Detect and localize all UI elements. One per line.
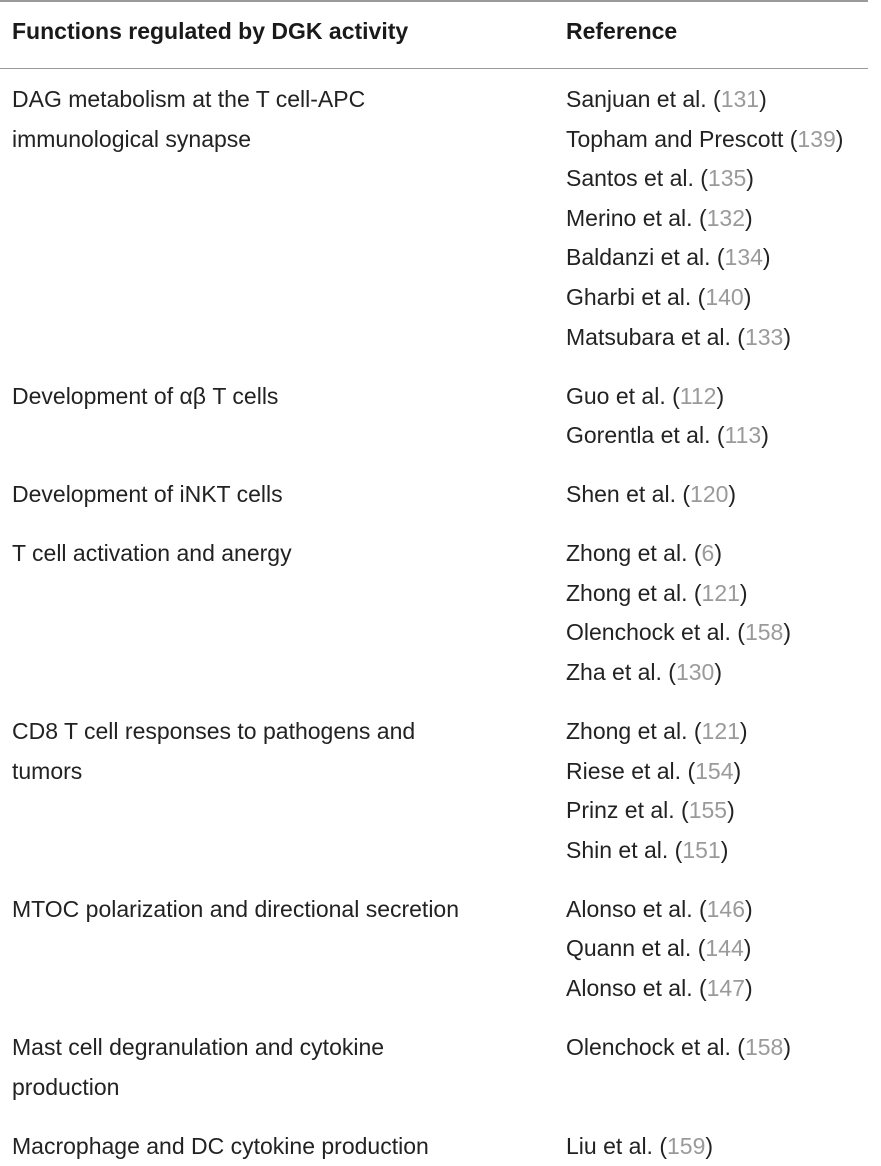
reference-close: ) [745,895,753,922]
reference-entry [566,416,881,456]
reference-close: ) [733,757,742,784]
reference-author: Gorentla et al. ( [566,422,725,449]
reference-cell [566,712,881,870]
reference-close: ) [739,718,748,744]
reference-entry [566,929,881,969]
reference-entry [566,534,881,574]
reference-number[interactable]: 133 [744,323,784,350]
reference-author: Shin et al. ( [566,836,683,863]
reference-cell [566,1127,881,1166]
reference-cell [566,890,881,1009]
reference-author: Olenchock et al. ( [566,619,745,646]
reference-number[interactable]: 6 [701,540,715,567]
reference-number[interactable]: 146 [706,895,746,922]
reference-number[interactable]: 151 [682,836,721,863]
reference-entry [566,969,881,1009]
reference-number[interactable]: 121 [701,579,740,606]
reference-close: ) [728,481,737,508]
function-text: CD8 T cell responses to pathogens and [12,718,416,744]
function-text: MTOC polarization and directional secretion [12,895,460,922]
reference-number[interactable]: 134 [724,244,763,271]
reference-author: Prinz et al. ( [566,797,689,824]
reference-number[interactable]: 140 [705,283,744,310]
function-cell [12,1028,552,1107]
reference-close: ) [743,935,752,962]
reference-close: ) [716,382,725,409]
function-cell [12,1127,552,1166]
reference-number[interactable]: 139 [797,125,836,152]
reference-entry [566,278,881,318]
reference-entry [566,80,881,120]
reference-cell [566,534,881,692]
reference-close: ) [714,658,722,685]
reference-author: Baldanzi et al. ( [566,244,725,271]
reference-number[interactable]: 158 [744,619,784,646]
reference-close: ) [727,797,735,824]
reference-number[interactable]: 131 [720,86,760,112]
reference-entry [566,653,881,693]
reference-cell [566,1028,881,1068]
reference-close: ) [739,579,748,606]
reference-number[interactable]: 158 [744,1034,784,1060]
reference-close: ) [783,1034,792,1060]
reference-author: Sanjuan et al. ( [566,86,721,112]
reference-entry [566,475,881,515]
reference-entry [566,238,881,278]
reference-entry [566,752,881,792]
reference-author: Santos et al. ( [566,165,708,192]
reference-cell [566,80,881,357]
header-reference: Reference [566,18,678,44]
reference-author: Quann et al. ( [566,935,706,962]
reference-number[interactable]: 155 [688,797,728,824]
function-cell [12,377,552,417]
reference-author: Alonso et al. ( [566,895,707,922]
reference-close: ) [743,283,752,310]
reference-close: ) [835,125,844,152]
function-cell [12,475,552,515]
reference-entry [566,890,881,930]
reference-cell [566,377,881,456]
reference-number[interactable]: 130 [675,658,715,685]
reference-entry [566,377,881,417]
reference-author: Liu et al. ( [566,1132,667,1159]
reference-number[interactable]: 132 [706,204,745,231]
function-text: Mast cell degranulation and cytokine [12,1034,385,1060]
reference-author: Riese et al. ( [566,757,696,784]
function-cell [12,712,552,791]
reference-close: ) [705,1132,714,1159]
function-text: T cell activation and anergy [12,540,292,567]
reference-close: ) [744,204,753,231]
reference-author: Alonso et al. ( [566,974,707,1001]
reference-author: Zhong et al. ( [566,540,702,567]
reference-author: Zhong et al. ( [566,718,702,744]
reference-entry [566,120,881,160]
reference-entry [566,791,881,831]
reference-author: Zhong et al. ( [566,579,702,606]
function-text: Development of iNKT cells [12,481,283,508]
reference-number[interactable]: 112 [679,382,717,409]
reference-entry [566,831,881,871]
table-top-rule [0,0,868,2]
function-text: immunological synapse [12,125,252,152]
reference-close: ) [762,244,771,271]
header-rule [0,68,868,69]
reference-number[interactable]: 135 [707,165,747,192]
reference-author: Shen et al. ( [566,481,691,508]
reference-cell [566,475,881,515]
reference-close: ) [746,165,754,192]
reference-close: ) [783,619,792,646]
reference-author: Olenchock et al. ( [566,1034,745,1060]
reference-author: Gharbi et al. ( [566,283,706,310]
reference-number[interactable]: 154 [695,757,734,784]
reference-number[interactable]: 144 [705,935,744,962]
reference-entry [566,318,881,358]
reference-entry [566,712,881,752]
reference-close: ) [761,422,769,449]
reference-number[interactable]: 159 [667,1132,706,1159]
reference-close: ) [720,836,729,863]
reference-close: ) [714,540,722,567]
reference-entry [566,159,881,199]
function-text: DAG metabolism at the T cell-APC [12,86,366,112]
reference-entry [566,199,881,239]
reference-number[interactable]: 121 [701,718,740,744]
reference-entry [566,1028,881,1068]
reference-close: ) [759,86,767,112]
function-text: Development of αβ T cells [12,382,279,409]
function-cell [12,534,552,574]
reference-author: Matsubara et al. ( [566,323,745,350]
reference-entry [566,613,881,653]
reference-author: Zha et al. ( [566,658,676,685]
function-cell [12,80,552,159]
reference-author: Topham and Prescott ( [566,125,798,152]
function-text: production [12,1073,120,1100]
function-text: Macrophage and DC cytokine production [12,1132,429,1159]
reference-number[interactable]: 147 [706,974,746,1001]
reference-entry [566,574,881,614]
function-cell [12,890,552,930]
reference-entry [566,1127,881,1166]
reference-author: Merino et al. ( [566,204,707,231]
reference-author: Guo et al. ( [566,382,680,409]
function-text: tumors [12,757,83,784]
reference-close: ) [783,323,792,350]
reference-number[interactable]: 120 [690,481,729,508]
reference-close: ) [745,974,753,1001]
reference-number[interactable]: 113 [724,422,762,449]
header-functions: Functions regulated by DGK activity [12,18,409,44]
